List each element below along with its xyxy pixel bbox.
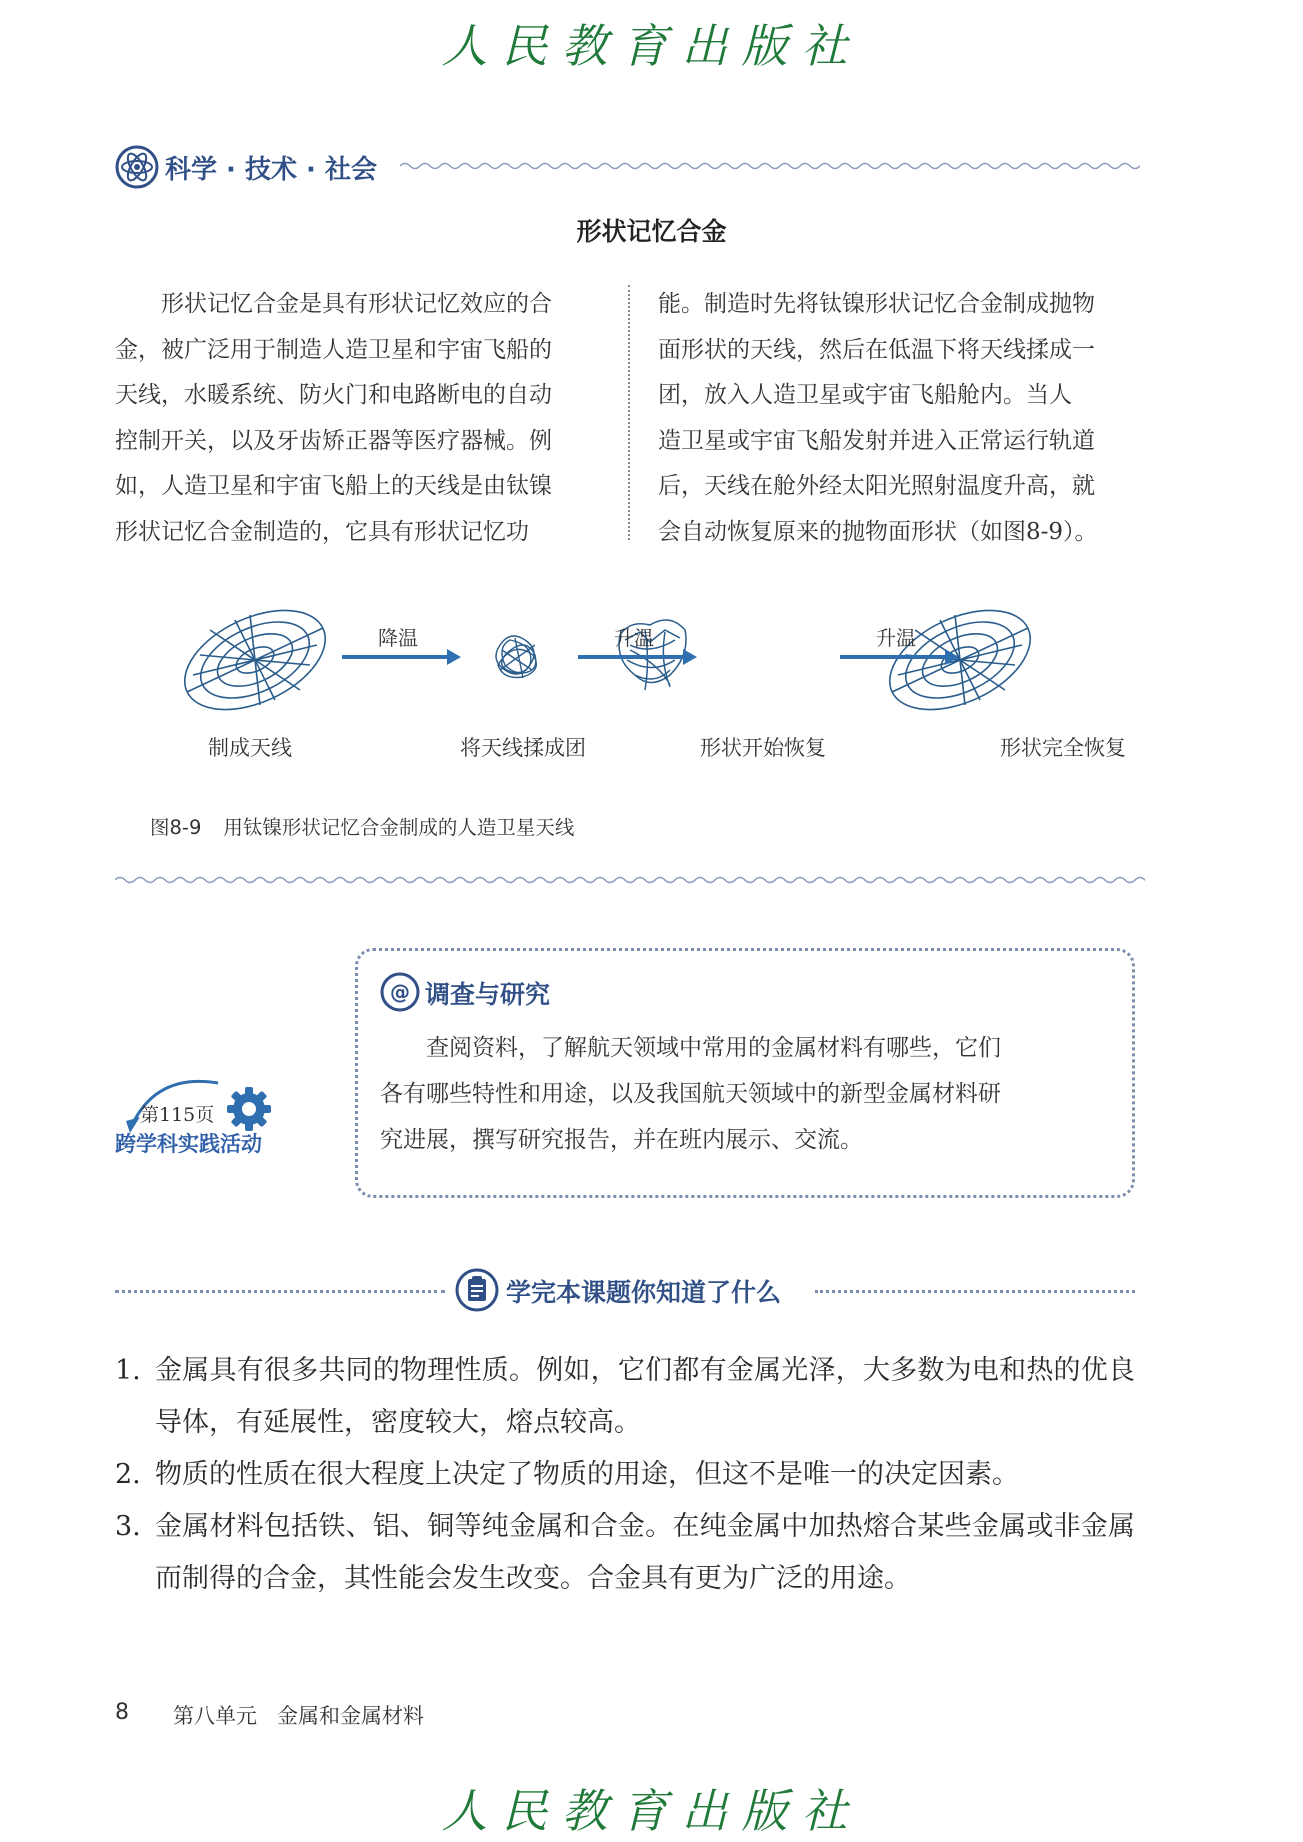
research-line: 究进展，撰写研究报告，并在班内展示、交流。 <box>380 1127 863 1153</box>
unit-label: 第八单元 <box>173 1704 257 1728</box>
at-icon <box>380 972 420 1012</box>
research-title: 调查与研究 <box>425 980 551 1009</box>
article-title: 形状记忆合金 <box>576 217 727 246</box>
article-line: 天线，水暖系统、防火门和电路断电的自动 <box>115 382 552 408</box>
crumpled-antenna-illustration <box>496 636 536 678</box>
summary-divider-left <box>115 1290 445 1293</box>
svg-text:@: @ <box>390 980 410 1004</box>
article-line: 控制开关，以及牙齿矫正器等医疗器械。例 <box>115 427 552 454</box>
article-line: 能。制造时先将钛镍形状记忆合金制成抛物 <box>658 291 1095 317</box>
article-left-column <box>115 282 600 555</box>
article-line: 形状记忆合金制造的，它具有形状记忆功 <box>115 518 529 545</box>
article-line: 后，天线在舱外经太阳光照射温度升高，就 <box>658 473 1095 499</box>
figure-number: 图8-9 <box>150 816 202 839</box>
list-item-number: 3. <box>115 1511 141 1542</box>
section-header <box>115 145 377 189</box>
stage-label: 形状完全恢复 <box>1000 736 1126 760</box>
article-line: 造卫星或宇宙飞船发射并进入正常运行轨道 <box>658 427 1095 454</box>
publisher-watermark-top: 人民教育出版社 <box>441 19 862 73</box>
unit-title: 金属和金属材料 <box>277 1704 424 1728</box>
list-item <box>115 1449 1135 1501</box>
clipboard-icon <box>455 1268 499 1312</box>
restored-antenna-dish-illustration <box>874 590 1045 730</box>
article-line: 会自动恢复原来的抛物面形状（如图8-9）。 <box>658 518 1098 545</box>
figure-caption <box>150 812 574 840</box>
column-divider <box>628 285 630 540</box>
arrow-cooling <box>342 649 461 665</box>
article-line: 团，放入人造卫星或宇宙飞船舱内。当人 <box>658 382 1072 408</box>
research-text <box>380 1025 1115 1163</box>
list-item-number: 2. <box>115 1459 141 1490</box>
article-line: 形状记忆合金是具有形状记忆效应的合 <box>115 291 552 317</box>
summary-title: 学完本课题你知道了什么 <box>506 1278 782 1307</box>
cross-ref-title: 跨学科实践活动 <box>115 1132 262 1156</box>
page-number: 8 <box>115 1700 129 1725</box>
section-wavy-divider <box>400 160 1140 172</box>
article-right-column <box>658 282 1143 555</box>
article-line: 如，人造卫星和宇宙飞船上的天线是由钛镍 <box>115 473 552 499</box>
list-item <box>115 1501 1135 1605</box>
figure-wavy-divider <box>115 874 1145 886</box>
atom-icon <box>115 145 159 189</box>
article-line: 面形状的天线，然后在低温下将天线揉成一 <box>658 336 1095 363</box>
list-item-text: 金属具有很多共同的物理性质。例如，它们都有金属光泽，大多数为电和热的优良导体，有延展性，密度较大，熔点较高。 <box>155 1355 1135 1438</box>
figure-caption-text: 用钛镍形状记忆合金制成的人造卫星天线 <box>223 816 575 839</box>
gear-icon <box>225 1085 273 1133</box>
antenna-figure <box>160 580 1150 740</box>
list-item-text: 物质的性质在很大程度上决定了物质的用途，但这不是唯一的决定因素。 <box>155 1459 1019 1490</box>
research-line: 各有哪些特性和用途，以及我国航天领域中的新型金属材料研 <box>380 1081 1001 1107</box>
list-item-number: 1. <box>115 1355 141 1386</box>
arrow-label-heating: 升温 <box>614 626 654 650</box>
cross-ref-page: 第115页 <box>140 1104 215 1126</box>
running-footer <box>173 1700 424 1730</box>
arrow-label-cooling: 降温 <box>378 626 418 650</box>
section-title: 科学 · 技术 · 社会 <box>165 154 377 185</box>
publisher-watermark-bottom: 人民教育出版社 <box>441 1784 862 1838</box>
summary-divider-right <box>815 1290 1135 1293</box>
article-line: 金，被广泛用于制造人造卫星和宇宙飞船的 <box>115 336 552 363</box>
list-item <box>115 1345 1135 1449</box>
list-item-text: 金属材料包括铁、铝、铜等纯金属和合金。在纯金属中加热熔合某些金属或非金属而制得的合金，其性能会发生改变。合金具有更为广泛的用途。 <box>155 1511 1135 1594</box>
stage-label: 将天线揉成团 <box>460 736 586 760</box>
arrow-label-heating: 升温 <box>876 626 916 650</box>
antenna-dish-illustration <box>169 590 340 730</box>
stage-label: 形状开始恢复 <box>700 736 826 760</box>
research-line: 查阅资料，了解航天领域中常用的金属材料有哪些，它们 <box>426 1035 1001 1061</box>
summary-list <box>115 1345 1135 1605</box>
stage-label: 制成天线 <box>208 736 292 760</box>
